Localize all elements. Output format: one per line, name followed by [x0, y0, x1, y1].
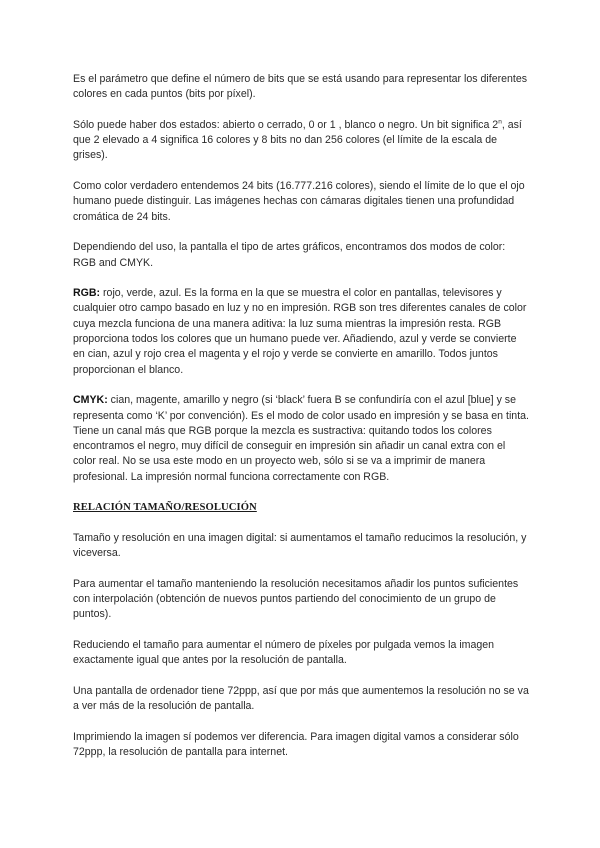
paragraph-size-resolution: Tamaño y resolución en una imagen digital: si aumentamos el tamaño reducimos la resolución, y viceversa. — [73, 531, 527, 560]
paragraph-color-modes: Dependiendo del uso, la pantalla el tipo de artes gráficos, encontramos dos modos de color: RGB and CMYK. — [73, 241, 506, 269]
rgb-text: rojo, verde, azul. Es la forma en la que se muestra el color en pantallas, televisores y cualquier otro campo basado en luz y no en impresión. RGB son tres diferentes canales de color cuya mezcla funciona de una manera aditiva: la luz suma mientras la impresión resta. RGB proporciona todos los colores que un humano puede ver. Añadiendo, azul y verde se convierte en cian, azul y rojo crea el magenta y el rojo y verde se convierte en amarillo. Todos juntos proporcionan el blanco. — [73, 287, 527, 376]
paragraph-cmyk — [73, 393, 531, 485]
cmyk-text: cian, magente, amarillo y negro (si ‘black’ fuera B se confundiría con el azul [blue] y se representa como ‘K’ por convención). Es el modo de color usado en impresión y se basa en tinta. Tiene un canal más que RGB porque la mezcla es sustractiva: quitando todos los colores encontramos el negro, muy difícil de conseguir en impresión sin añadir un canal extra con el color real. No se usa este modo en un proyecto web, sólo si se va a imprimir de manera profesional. La impresión normal funciona correctamente con RGB. — [73, 394, 529, 483]
paragraph-reduce-size: Reduciendo el tamaño para aumentar el número de píxeles por pulgada vemos la imagen exactamente igual que antes por la resolución de pantalla. — [73, 638, 495, 667]
paragraph-bit-states — [73, 118, 531, 164]
cmyk-lead: CMYK: — [73, 394, 108, 407]
paragraph-true-color: Como color verdadero entendemos 24 bits (16.777.216 colores), siendo el límite de lo que el ojo humano puede distinguir. Las imágenes hechas con cámaras digitales tienen una profundidad cromática de 24 bits. — [73, 180, 525, 223]
document-body — [73, 72, 531, 776]
paragraph-interpolation: Para aumentar el tamaño manteniendo la resolución necesitamos añadir los puntos suficientes con interpolación (obtención de nuevos puntos partiendo del conocimiento de un grupo de puntos). — [73, 577, 519, 621]
paragraph-screen-72ppp: Una pantalla de ordenador tiene 72ppp, así que por más que aumentemos la resolución no se va a ver más de la resolución de pantalla. — [73, 684, 529, 713]
paragraph-text: , así que 2 elevado a 4 significa 16 colores y 8 bits no dan 256 colores (el límite de la escala de grises). — [73, 118, 522, 162]
section-heading-size-resolution: RELACIÓN TAMAÑO/RESOLUCIÓN — [73, 502, 257, 514]
rgb-lead: RGB: — [73, 287, 101, 300]
paragraph-rgb — [73, 286, 531, 378]
superscript-n: n — [498, 118, 502, 126]
paragraph-text: Sólo puede haber dos estados: abierto o cerrado, 0 or 1 , blanco o negro. Un bit significa 2 — [73, 118, 499, 131]
paragraph-color-depth-definition: Es el parámetro que define el número de bits que se está usando para representar los diferentes colores en cada puntos (bits por píxel). — [73, 73, 528, 101]
paragraph-printing: Imprimiendo la imagen sí podemos ver diferencia. Para imagen digital vamos a considerar sólo 72ppp, la resolución de pantalla para internet. — [73, 730, 519, 759]
